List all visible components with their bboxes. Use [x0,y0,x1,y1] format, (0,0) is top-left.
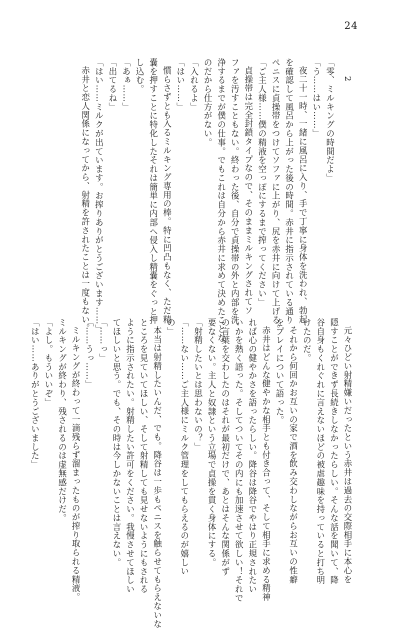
text-line: 本当は射精したいんだ、でも。降谷は一歩もペニスを触らせてもらえないな [152,326,163,629]
text-line: 「よし。もういいぞ」 [43,318,54,407]
text-line: 貞操帯は完全封鎖タイプなので、そのままミルキングされてソ [243,66,254,316]
text-line: 「出てるね」 [107,58,118,112]
text-line: の言葉を交わしたのはそれが最初だけで、あとはそんな関係がず [220,318,231,576]
text-line: てほしいと思う。でも、その時は今しかないことは言えない。 [111,318,122,567]
text-line: それから何回かお互いの家で酒を飲み交わしながらお互いの性癖 [288,326,299,585]
text-line: を確認して風呂から上がった後の時間。赤井に指示されている通り [284,58,295,325]
text-line: 「入れるよ」 [189,58,200,112]
text-line: ミルキングが終わり、残されるのは虚無感だけだ。 [57,318,68,523]
text-line: のだから仕方がない。 [203,58,214,147]
text-line: 「はい……ミルクが出ています。お搾りありがとうございます……」 [94,58,105,334]
text-line: 夜二十一時、一緒に風呂に入り、手で丁寧に身体を洗われ、勃起 [298,66,309,325]
text-line: 「……うっ……」 [84,318,95,390]
text-line: をプレイについて語った。 [275,318,286,425]
text-line: 嚢を押すことに特化したそれは簡単に内部へ侵入し精嚢をぐっと押 [148,58,159,325]
page-number: 24 [344,21,358,32]
text-line: 元々ひどい射精嫌いだったという赤井は過去の交際相手に本心を [343,326,353,585]
text-line: 隠すことができず長続きしなかったらしい。そんな話を聞いて、降 [329,318,340,585]
text-line: 「……ない……ご主人様にミルク管理をしてもらえるのが嬉しい [179,318,190,576]
text-line: の」 [166,318,177,336]
text-line: 「零、ミルキングの時間だよ」 [325,58,336,183]
text-line: 「う……はい……」 [311,58,322,138]
text-line: ファを汚すこともない。終わった後、自分で貞操帯の外と内部を洗 [230,58,241,325]
text-line: 「はい……」 [175,58,186,112]
text-line: 「射精したいとは思わないの？」 [193,318,204,452]
text-block-bottom [28,318,354,629]
text-line: ミルキングが終わって一滴残らず溜まったものが搾り取られる精液。 [71,326,82,602]
text-line: 要なくない。主人と奴隷という立場で貞操を貫く身体にする。 [207,318,218,567]
text-line: ところを見ていてほしい、そして射精しても見せないようにもされる [139,318,150,594]
text-line: ペニスに貞操帯をつけてソファに上がり、尻を赤井に向けて上げる。 [271,58,282,334]
text-line: いかを熱く語った。そしてついてその内にも加速させて欲しい！それで [234,318,245,603]
text-line: 「はい……ありがとうございました」 [30,318,41,470]
text-line: 浄するまでが僕の仕事。でもこれは自分から赤井に求めて決めたことな [216,58,227,343]
text-line: けたのだ。 [302,318,313,363]
text-line: れば心の健やかさを語ったらしい。降谷は降谷でやはり正規されたい [247,318,258,594]
text-line: 「……っ」 [98,318,109,363]
text-line: 谷自身もくれぐれに言えないほどの被虐趣味を持っていると打ち明 [315,318,326,585]
text-line: 慣らさずとも入るミルキング専用の棒。特に凹凸もなく、ただ精 [162,66,173,325]
text-line: 「あぁ……」 [121,58,132,112]
text-line: 「ご主人様……僕の精液を空っぽにするまで搾ってください」 [257,58,268,307]
text-line: 赤井はどんな健やかな相手とも付き合って、そして相手に求める精神 [261,326,272,602]
chapter-number: 2 [343,76,353,82]
text-line: ように指示されたい。射精したい許可をください。我慢させてほしい [125,318,136,594]
text-line: し込む。 [135,58,146,94]
text-line: 赤井と恋人関係になってから、射精を許されたことは一度もない。 [80,66,91,334]
